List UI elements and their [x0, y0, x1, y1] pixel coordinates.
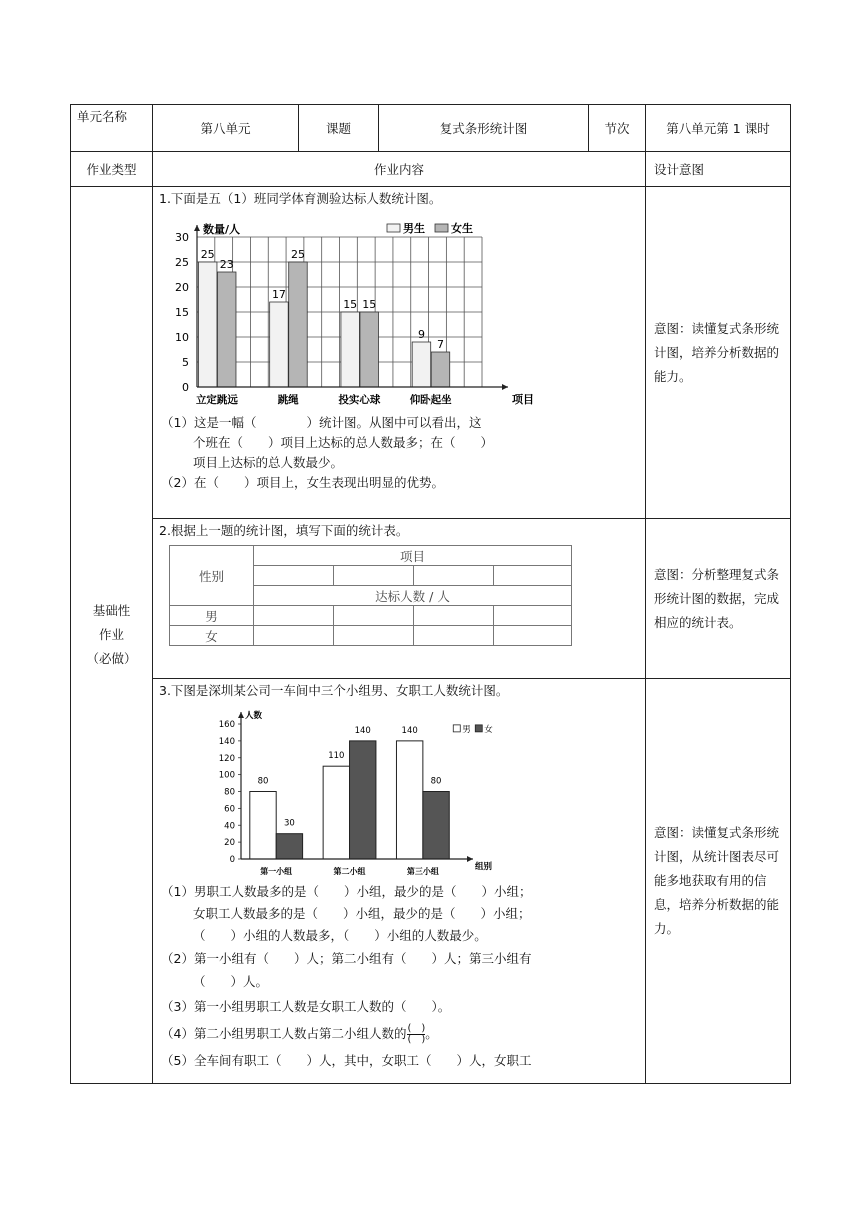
q3-fraction — [407, 1024, 425, 1045]
q2-blank-male-3[interactable] — [414, 606, 494, 626]
y-tick-label: 100 — [218, 770, 235, 781]
bar-data-label: 17 — [271, 288, 286, 301]
bar-data-label: 23 — [219, 258, 234, 271]
x-tick-label: 投实心球 — [338, 394, 381, 406]
x-axis-label: 项目 — [512, 393, 534, 406]
bar-data-label: 15 — [343, 298, 358, 311]
topic-label: 课题 — [299, 105, 379, 152]
category-cell — [71, 187, 153, 1084]
bar-data-label: 15 — [362, 298, 377, 311]
q3-line-2: 女职工人数最多的是（ ）小组，最少的是（ ）小组； — [193, 906, 531, 921]
legend-label-male: 男 — [462, 724, 471, 735]
bar-male — [412, 342, 431, 387]
q1-line-3: 项目上达标的总人数最少。 — [193, 455, 344, 470]
q3-line-6: （3）第一小组男职工人数是女职工人数的（ ）。 — [161, 999, 451, 1014]
q1-line-4: （2）在（ ）项目上，女生表现出明显的优势。 — [161, 475, 444, 490]
q1-content — [153, 187, 646, 519]
bar-male — [270, 302, 289, 387]
q2-gender-header: 性别 — [170, 546, 254, 606]
x-axis-arrow — [467, 856, 473, 862]
bar-data-label: 25 — [290, 248, 305, 261]
homework-table — [70, 104, 791, 1084]
category-line2: 作业 — [98, 627, 124, 642]
q2-item-header: 项目 — [254, 546, 572, 566]
content-label: 作业内容 — [153, 152, 646, 187]
y-tick-label: 140 — [218, 736, 235, 747]
x-tick-label: 第一小组 — [260, 867, 293, 876]
bar-data-label: 110 — [328, 751, 345, 762]
bar-female — [431, 352, 450, 387]
q2-blank-item-2[interactable] — [334, 566, 414, 586]
bar-female — [276, 834, 302, 859]
q2-content — [153, 519, 646, 679]
q3-line-3: （ ）小组的人数最多，（ ）小组的人数最少。 — [193, 928, 487, 943]
y-axis-label: 人数 — [245, 711, 263, 721]
q2-blank-female-2[interactable] — [334, 626, 414, 646]
q3-frac-top: ( ) — [407, 1023, 426, 1034]
q2-blank-male-4[interactable] — [494, 606, 572, 626]
legend-label-male: 男生 — [403, 222, 425, 235]
q3-intent: 意图：读懂复式条形统计图，从统计图表尽可能多地获取有用的信息，培养分析数据的能力。 — [646, 679, 791, 1084]
q3-row — [71, 679, 791, 1084]
x-tick-label: 立定跳远 — [195, 394, 238, 406]
bar-male — [396, 741, 422, 859]
bar-data-label: 7 — [436, 338, 444, 351]
y-tick-label: 60 — [224, 804, 235, 815]
q1-line-2: 个班在（ ）项目上达标的总人数最多；在（ ） — [193, 435, 494, 450]
y-tick-label: 5 — [182, 356, 189, 369]
topic-value: 复式条形统计图 — [379, 105, 589, 152]
intent-label: 设计意图 — [646, 152, 791, 187]
q1-bar-chart — [159, 213, 534, 413]
bar-female — [350, 741, 376, 859]
bar-data-label: 9 — [417, 328, 425, 341]
q3-frac-after: 。 — [425, 1026, 438, 1041]
bar-data-label: 30 — [283, 818, 295, 829]
q2-blank-male-1[interactable] — [254, 606, 334, 626]
y-axis-label: 数量/人 — [203, 223, 241, 236]
q2-blank-male-2[interactable] — [334, 606, 414, 626]
q1-line-1: （1）这是一幅（ ）统计图。从图中可以看出，这 — [161, 415, 482, 430]
x-axis-label: 组别 — [475, 862, 493, 872]
y-tick-label: 160 — [218, 720, 235, 730]
q2-blank-item-3[interactable] — [414, 566, 494, 586]
bar-data-label: 80 — [257, 776, 269, 787]
bar-data-label: 140 — [354, 725, 371, 736]
q2-blank-female-3[interactable] — [414, 626, 494, 646]
y-tick-label: 20 — [175, 281, 189, 294]
q2-blank-female-1[interactable] — [254, 626, 334, 646]
q3-line-5: （ ）人。 — [193, 974, 269, 989]
bar-female — [360, 312, 379, 387]
q1-intent: 意图：读懂复式条形统计图，培养分析数据的能力。 — [646, 187, 791, 519]
x-axis-arrow — [502, 384, 508, 390]
q2-row-female: 女 — [170, 626, 254, 646]
bar-data-label: 25 — [200, 248, 215, 261]
q2-count-header: 达标人数 / 人 — [254, 586, 572, 606]
bar-male — [198, 262, 217, 387]
session-value: 第八单元第 1 课时 — [646, 105, 791, 152]
legend-label-female: 女生 — [451, 222, 473, 235]
x-tick-label: 第二小组 — [333, 867, 366, 876]
q3-frac-bottom: ( ) — [407, 1034, 426, 1045]
x-tick-label: 跳绳 — [277, 394, 299, 406]
q3-content — [153, 679, 646, 1084]
bar-male — [323, 766, 349, 859]
q2-blank-item-1[interactable] — [254, 566, 334, 586]
unit-label: 单元名称 — [71, 105, 153, 152]
q2-row-male: 男 — [170, 606, 254, 626]
bar-data-label: 80 — [430, 776, 442, 787]
subheader-row — [71, 152, 791, 187]
q3-line-1: （1）男职工人数最多的是（ ）小组，最少的是（ ）小组； — [161, 884, 532, 899]
bar-data-label: 140 — [401, 725, 418, 736]
bar-female — [217, 272, 236, 387]
y-tick-label: 40 — [224, 821, 235, 832]
y-tick-label: 80 — [224, 787, 235, 798]
legend-label-female: 女 — [484, 724, 493, 735]
legend-swatch-male — [387, 224, 400, 232]
x-tick-label: 第三小组 — [406, 867, 439, 876]
session-label: 节次 — [589, 105, 646, 152]
q2-title: 2.根据上一题的统计图，填写下面的统计表。 — [159, 523, 409, 538]
type-label: 作业类型 — [71, 152, 153, 187]
y-tick-label: 25 — [175, 256, 189, 269]
q2-blank-female-4[interactable] — [494, 626, 572, 646]
y-tick-label: 0 — [182, 381, 189, 394]
q1-title: 1.下面是五（1）班同学体育测验达标人数统计图。 — [159, 191, 442, 206]
header-row — [71, 105, 791, 152]
q2-row — [71, 519, 791, 679]
q3-line-8: （5）全车间有职工（ ）人，其中，女职工（ ）人，女职工 — [161, 1053, 532, 1068]
y-axis-arrow — [238, 712, 244, 718]
y-tick-label: 15 — [175, 306, 189, 319]
y-tick-label: 20 — [224, 838, 235, 849]
legend-swatch-male — [453, 725, 460, 732]
q3-bar-chart — [209, 703, 509, 879]
q1-row — [71, 187, 791, 519]
legend-swatch-female — [435, 224, 448, 232]
category-line3: （必做） — [86, 651, 137, 666]
y-tick-label: 10 — [175, 331, 189, 344]
q3-line-7 — [153, 1021, 645, 1047]
legend-swatch-female — [475, 725, 482, 732]
q3-title: 3.下图是深圳某公司一车间中三个小组男、女职工人数统计图。 — [159, 683, 509, 698]
x-tick-label: 仰卧起坐 — [409, 394, 452, 406]
bar-female — [289, 262, 308, 387]
y-tick-label: 0 — [229, 855, 235, 865]
y-axis-arrow — [194, 225, 200, 231]
q2-intent: 意图：分析整理复式条形统计图的数据，完成相应的统计表。 — [646, 519, 791, 679]
bar-male — [250, 792, 276, 860]
q2-stat-table — [169, 545, 572, 646]
q2-blank-item-4[interactable] — [494, 566, 572, 586]
y-tick-label: 30 — [175, 231, 189, 244]
category-line1: 基础性 — [92, 603, 131, 618]
y-tick-label: 120 — [218, 753, 235, 764]
q3-line-7-text: （4）第二小组男职工人数占第二小组人数的 — [161, 1026, 407, 1041]
bar-female — [423, 792, 449, 860]
bar-male — [341, 312, 360, 387]
unit-value: 第八单元 — [153, 105, 299, 152]
q3-line-4: （2）第一小组有（ ）人；第二小组有（ ）人；第三小组有 — [161, 951, 532, 966]
